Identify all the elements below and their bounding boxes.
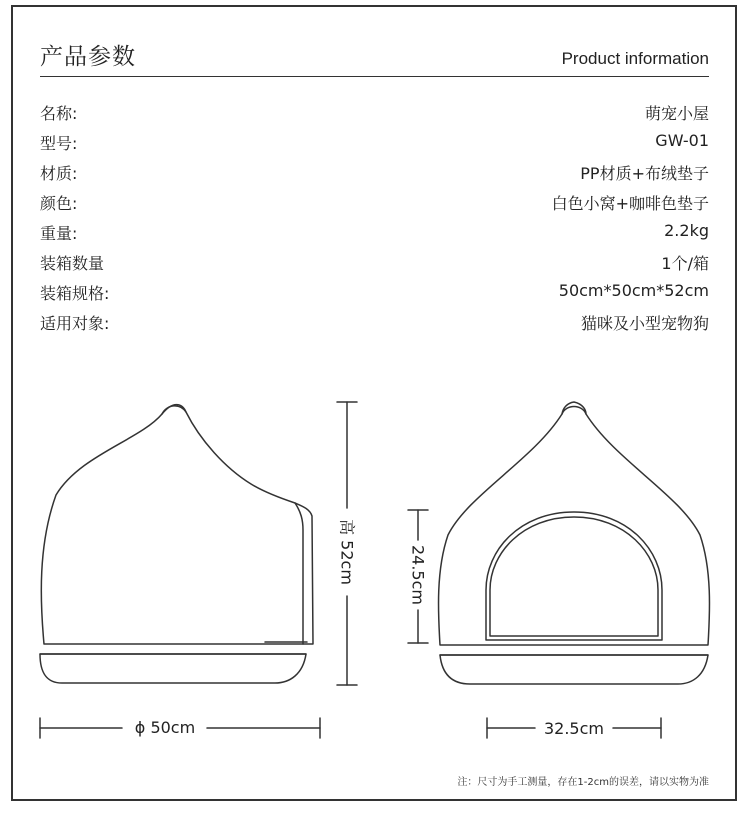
front-view-opening-inner xyxy=(490,517,658,636)
front-view-drawing xyxy=(438,402,709,684)
spec-label: 名称: xyxy=(40,104,78,123)
spec-value: PP材质+布绒垫子 xyxy=(580,164,709,183)
page-title-english: Product information xyxy=(561,49,709,68)
diameter-label: ϕ 50cm xyxy=(134,718,196,737)
spec-value: 萌宠小屋 xyxy=(644,104,709,123)
spec-label: 装箱数量 xyxy=(40,254,105,273)
front-view-opening-outer xyxy=(486,512,662,640)
front-view-top-knob xyxy=(562,407,586,415)
spec-label: 型号: xyxy=(40,134,78,153)
height-label: 高 52cm xyxy=(337,519,357,585)
side-view-base xyxy=(40,654,306,683)
side-view-drawing xyxy=(40,405,313,683)
spec-value: 2.2kg xyxy=(664,221,709,240)
spec-label: 重量: xyxy=(40,224,78,243)
spec-label: 装箱规格: xyxy=(40,284,110,303)
spec-label: 适用对象: xyxy=(40,314,110,333)
front-view-shell xyxy=(438,402,709,645)
side-view-shell xyxy=(41,405,313,644)
spec-value: 白色小窝+咖啡色垫子 xyxy=(551,194,709,213)
spec-label: 颜色: xyxy=(40,194,78,213)
spec-value: 猫咪及小型宠物狗 xyxy=(580,314,709,333)
spec-label: 材质: xyxy=(40,164,78,183)
opening-height-label: 24.5cm xyxy=(408,544,428,606)
measurement-note: 注：尺寸为手工测量，存在1-2cm的误差，请以实物为准 xyxy=(457,777,709,788)
opening-width-label: 32.5cm xyxy=(543,719,605,738)
spec-value: GW-01 xyxy=(655,131,709,150)
spec-value: 50cm*50cm*52cm xyxy=(558,281,709,300)
spec-value: 1个/箱 xyxy=(661,254,709,273)
front-view-base xyxy=(440,655,708,684)
page-title: 产品参数 xyxy=(40,44,136,70)
side-view-opening-edge xyxy=(295,503,303,644)
